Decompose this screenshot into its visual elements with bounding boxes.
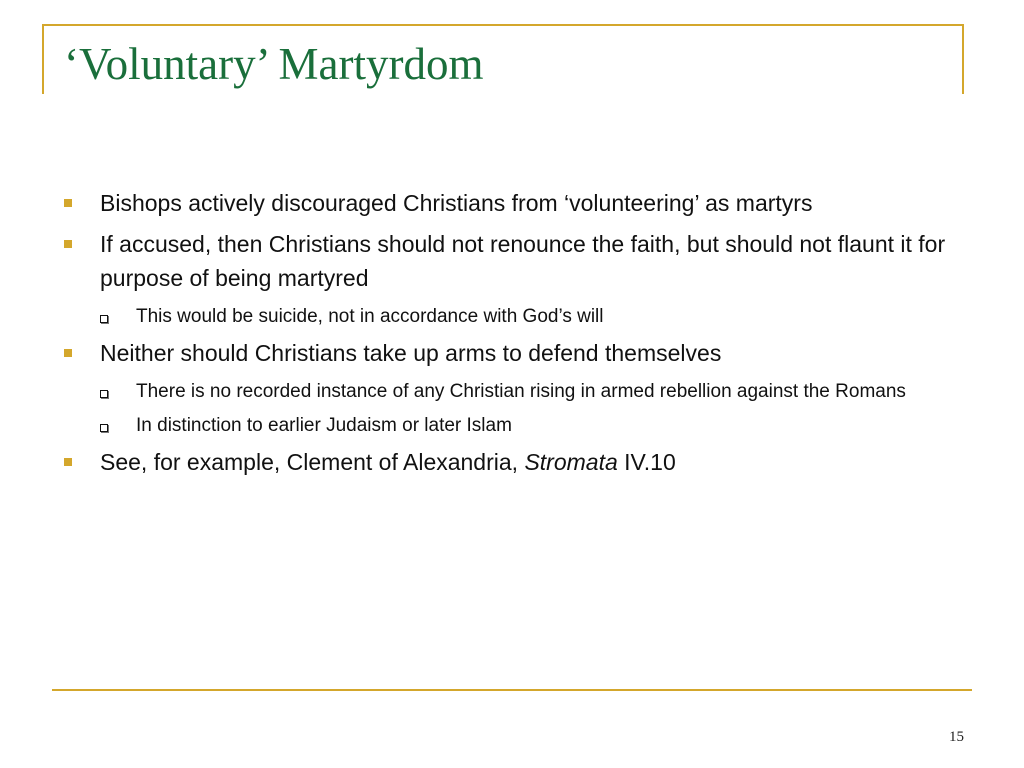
slide-title: ‘Voluntary’ Martyrdom	[64, 39, 484, 89]
bullet-text-italic-title: Stromata	[524, 449, 618, 475]
bullet-text: If accused, then Christians should not renounce the faith, but should not flaunt it for purpose of being martyred	[100, 231, 946, 291]
bullet-item-neither	[64, 336, 964, 370]
bullet-text-before: See, for example, Clement of Alexandria,	[100, 449, 525, 475]
frame-top-line	[42, 24, 964, 26]
bullet-item-if-accused	[64, 227, 964, 295]
hollow-square-bullet-icon	[100, 424, 108, 432]
sub-bullet-item-suicide	[100, 302, 964, 332]
sub-bullet-text: In distinction to earlier Judaism or later Islam	[136, 415, 512, 436]
frame-left-line	[42, 24, 44, 94]
gold-square-bullet-icon	[64, 199, 72, 207]
page-number: 15	[949, 729, 964, 745]
frame-right-line	[962, 24, 964, 94]
sub-bullet-item-distinction	[100, 411, 964, 441]
sub-bullet-text: There is no recorded instance of any Christian rising in armed rebellion against the Romans	[136, 381, 906, 402]
bullet-list	[64, 186, 964, 486]
hollow-square-bullet-icon	[100, 390, 108, 398]
bullet-text-after: IV.10	[617, 449, 676, 475]
bullet-text: Neither should Christians take up arms to defend themselves	[100, 340, 722, 366]
bullet-text: Bishops actively discouraged Christians from ‘volunteering’ as martyrs	[100, 190, 813, 216]
gold-square-bullet-icon	[64, 349, 72, 357]
frame-bottom-line	[52, 689, 972, 691]
bullet-item-see-clement	[64, 445, 964, 479]
bullet-item-bishops	[64, 186, 964, 220]
gold-square-bullet-icon	[64, 458, 72, 466]
gold-square-bullet-icon	[64, 240, 72, 248]
sub-bullet-item-no-recorded-instance	[100, 377, 964, 407]
sub-bullet-text: This would be suicide, not in accordance with God’s will	[136, 306, 604, 327]
hollow-square-bullet-icon	[100, 315, 108, 323]
